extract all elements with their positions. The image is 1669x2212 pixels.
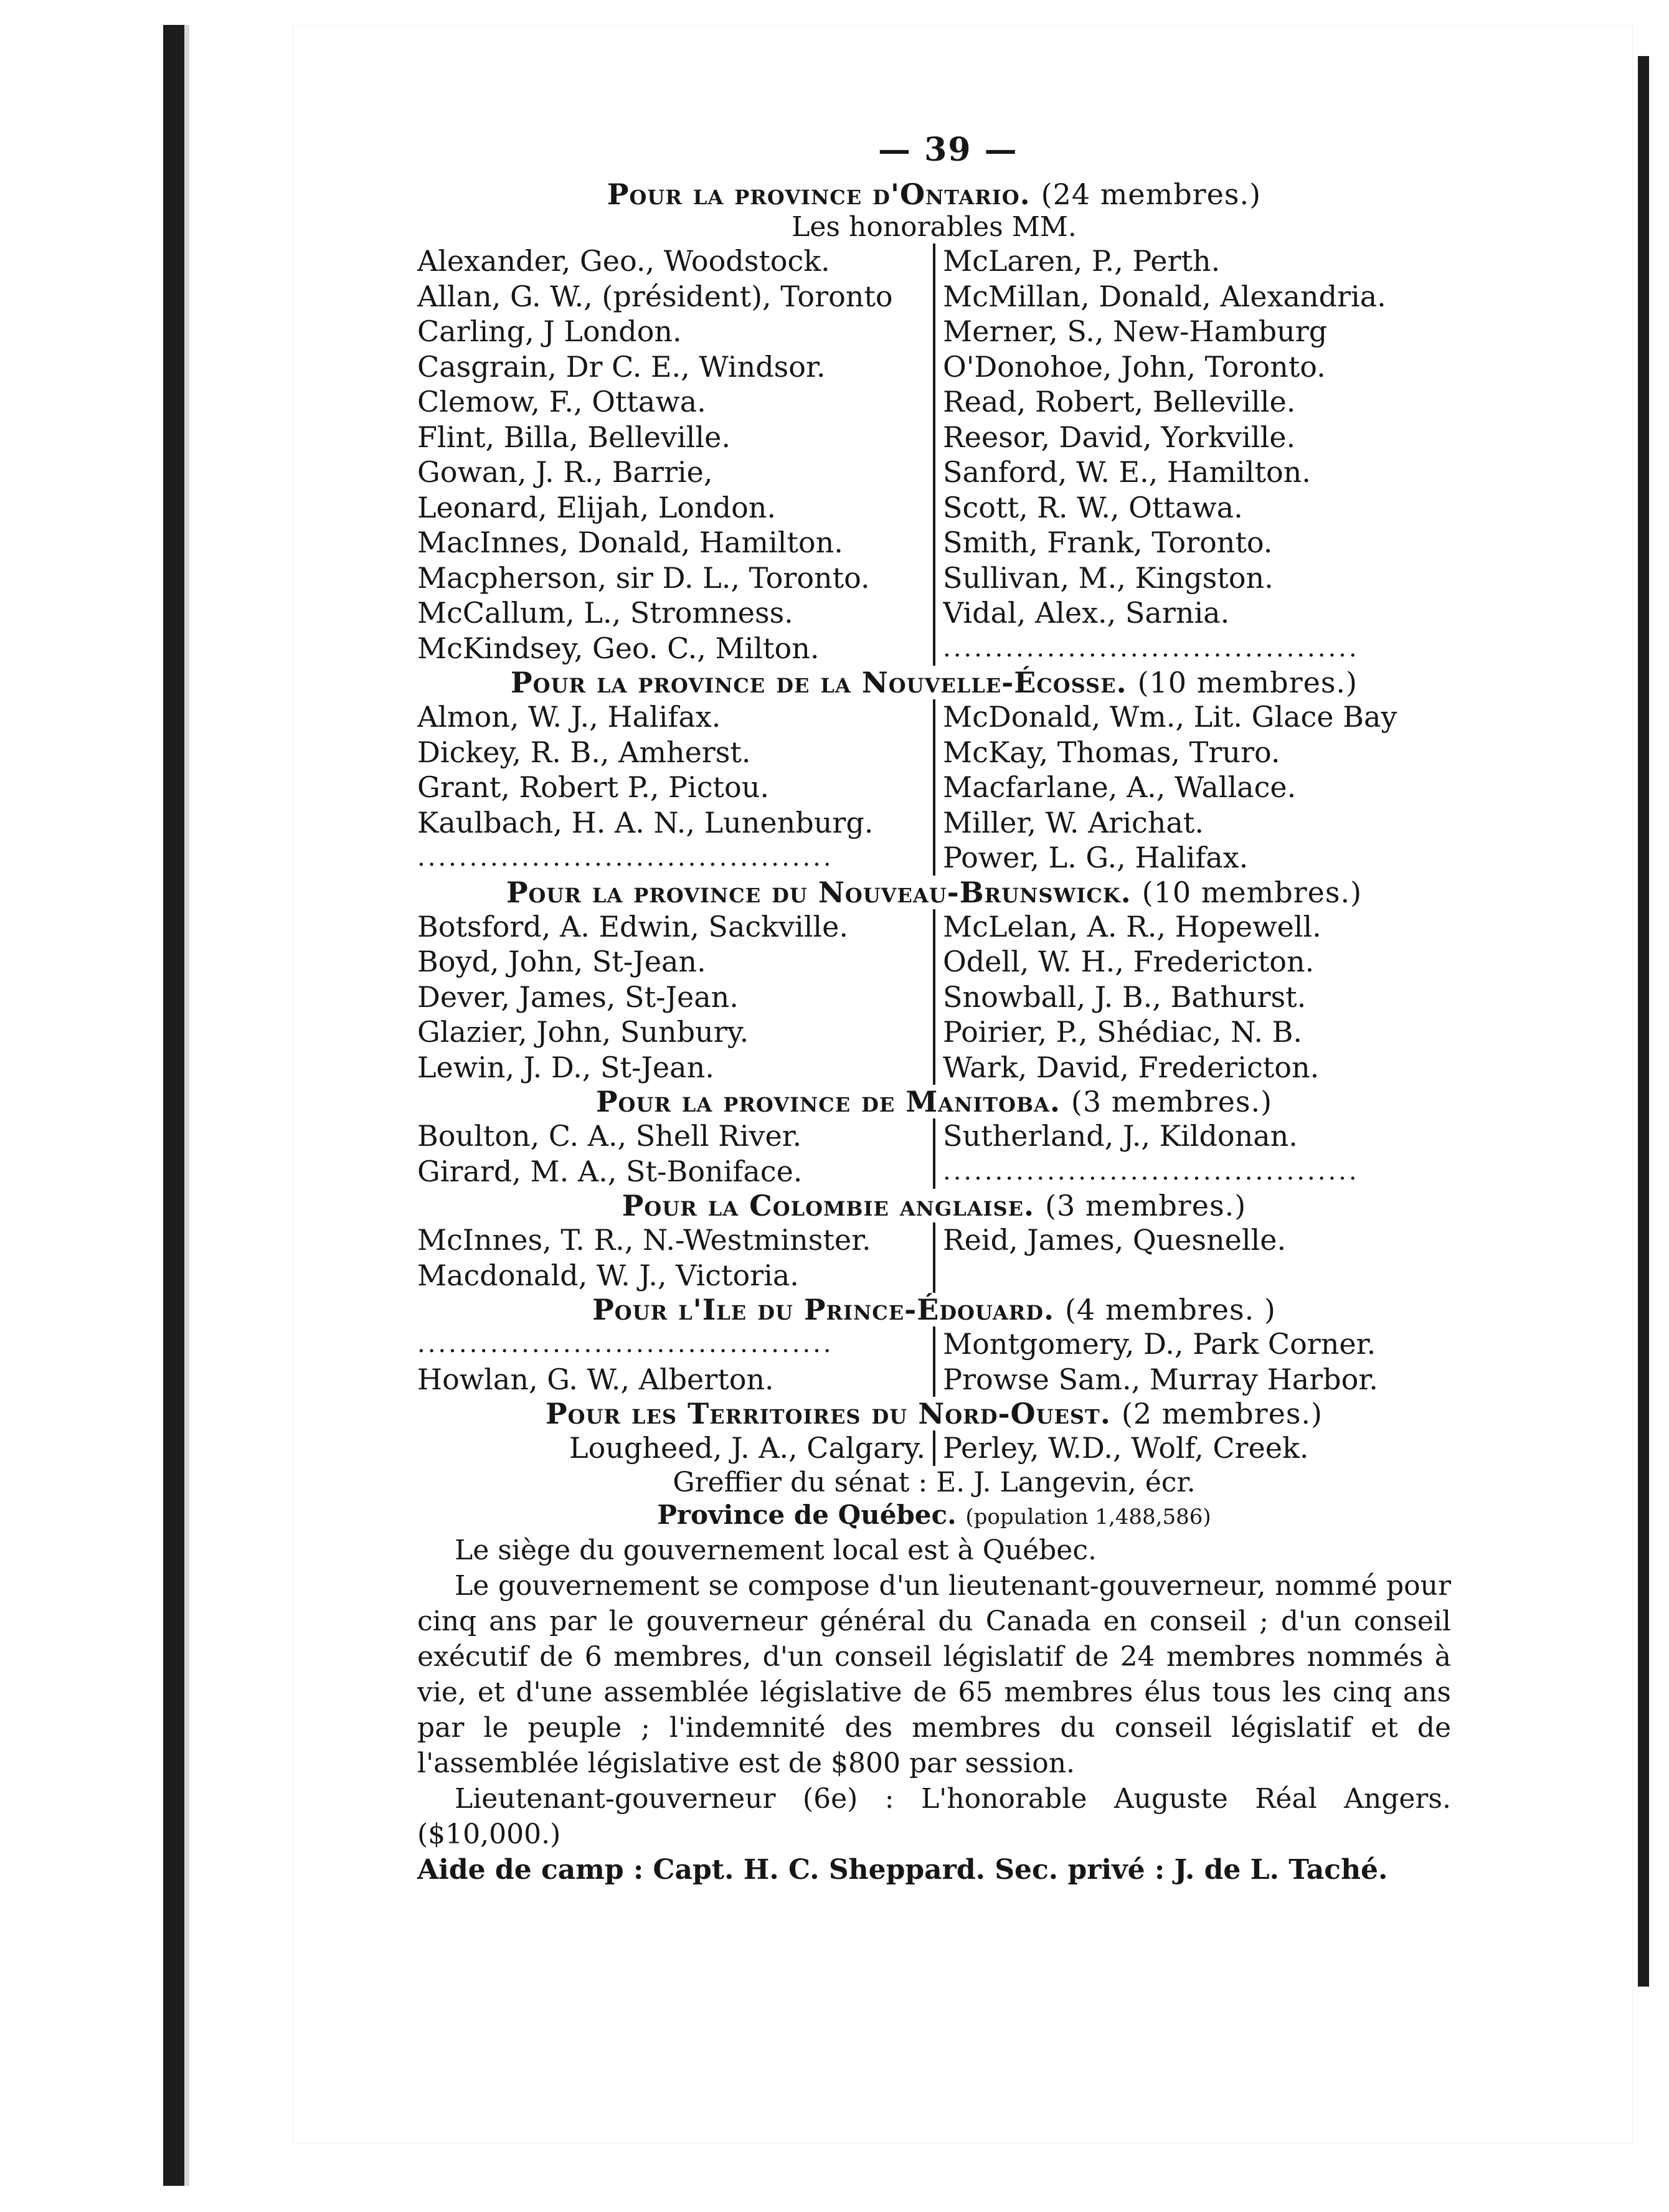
- member-count: (2 membres.): [1121, 1397, 1323, 1430]
- quebec-government-paragraph: Le gouvernement se compose d'un lieutenant-gouverneur, nommé pour cinq ans par le gouverneur général du Canada en conseil ; d'un conseil exécutif de 6 membres, d'un conseil législatif de 24 membres nommés à vie, et d'une assemblée législative de 65 membres élus tous les cinq ans par le peuple ; l'indemnité des membres du conseil législatif et de l'assemblée législative est de $800 par session.: [417, 1569, 1451, 1779]
- greffier-line: Greffier du sénat : E. J. Langevin, écr.: [673, 1466, 1196, 1498]
- senator-entry: Clemow, F., Ottawa.: [417, 385, 706, 418]
- senator-entry: Kaulbach, H. A. N., Lunenburg.: [417, 805, 874, 839]
- heading-text: Pour les Territoires du Nord-Ouest.: [545, 1397, 1111, 1430]
- senator-entry: Casgrain, Dr C. E., Windsor.: [417, 349, 826, 384]
- senator-entry: Read, Robert, Belleville.: [943, 385, 1296, 418]
- heading-text: Pour la province du Nouveau-Brunswick.: [506, 875, 1132, 909]
- section-heading-ontario: [417, 177, 1451, 211]
- section-heading-nouveau-brunswick: [417, 876, 1451, 909]
- left-column: [417, 1222, 933, 1293]
- senator-entry: Sullivan, M., Kingston.: [943, 560, 1274, 595]
- right-column: [933, 699, 1451, 876]
- senator-entry: Boyd, John, St-Jean.: [417, 945, 706, 978]
- senator-entry: Reid, James, Quesnelle.: [943, 1223, 1287, 1257]
- right-column: [933, 909, 1451, 1085]
- right-column: [933, 1326, 1451, 1397]
- senator-entry: Prowse Sam., Murray Harbor.: [943, 1362, 1378, 1396]
- senator-entry: Almon, W. J., Halifax.: [417, 700, 721, 734]
- heading-text: Pour la Colombie anglaise.: [622, 1189, 1035, 1222]
- senator-entry: McLelan, A. R., Hopewell.: [943, 909, 1321, 943]
- vacancy-dots: ........................................: [417, 843, 834, 872]
- quebec-lieutenant-paragraph: Lieutenant-gouverneur (6e) : L'honorable Auguste Réal Angers. ($10,000.): [417, 1782, 1451, 1850]
- senator-entry: Perley, W.D., Wolf, Creek.: [943, 1431, 1309, 1465]
- senator-entry: Macfarlane, A., Wallace.: [943, 770, 1297, 804]
- senator-columns-ile-prince-edouard: [417, 1326, 1451, 1397]
- heading-text: Pour la province d'Ontario.: [607, 177, 1031, 211]
- senator-columns-territoires: [417, 1430, 1451, 1466]
- quebec-seat-paragraph: Le siège du gouvernement local est à Québec.: [455, 1534, 1097, 1566]
- senator-entry: Snowball, J. B., Bathurst.: [943, 980, 1307, 1014]
- left-column: [417, 909, 933, 1085]
- member-count: (3 membres.): [1071, 1085, 1273, 1118]
- heading-text: Pour la province de la Nouvelle-Écosse.: [511, 666, 1127, 699]
- senator-entry: Flint, Billa, Belleville.: [417, 420, 730, 454]
- left-column: [417, 1430, 933, 1466]
- heading-text: Pour l'Ile du Prince-Édouard.: [592, 1293, 1055, 1326]
- senator-entry: Odell, W. H., Fredericton.: [943, 945, 1315, 978]
- section-heading-territoires: [417, 1397, 1451, 1430]
- senator-columns-colombie: [417, 1222, 1451, 1293]
- right-column: [933, 1430, 1451, 1466]
- quebec-title: [417, 1500, 1451, 1533]
- left-column: [417, 699, 933, 876]
- senator-entry: Lougheed, J. A., Calgary.: [569, 1431, 925, 1465]
- senator-entry: Botsford, A. Edwin, Sackville.: [417, 909, 848, 943]
- senator-entry: Macdonald, W. J., Victoria.: [417, 1258, 799, 1292]
- vacancy-dots: ........................................: [943, 633, 1359, 663]
- senator-entry: Miller, W. Arichat.: [943, 805, 1204, 839]
- senator-entry: McKay, Thomas, Truro.: [943, 735, 1280, 769]
- senator-entry: Carling, J London.: [417, 314, 682, 348]
- honorables-subheading: Les honorables MM.: [792, 211, 1077, 243]
- left-column: [417, 1326, 933, 1397]
- senator-entry: O'Donohoe, John, Toronto.: [943, 349, 1326, 384]
- member-count: (4 membres. ): [1065, 1293, 1276, 1326]
- senator-entry: Reesor, David, Yorkville.: [943, 420, 1296, 454]
- senator-entry: Alexander, Geo., Woodstock.: [417, 244, 830, 278]
- section-heading-colombie: [417, 1189, 1451, 1222]
- senator-entry: Sutherland, J., Kildonan.: [943, 1119, 1298, 1153]
- aide-de-camp-line: Aide de camp : Capt. H. C. Sheppard. Sec. privé : J. de L. Taché.: [417, 1853, 1388, 1886]
- senator-entry: Girard, M. A., St-Boniface.: [417, 1154, 803, 1188]
- senator-entry: Allan, G. W., (président), Toronto: [417, 279, 893, 313]
- left-column: [417, 243, 933, 666]
- left-column: [417, 1118, 933, 1189]
- senator-entry: Vidal, Alex., Sarnia.: [943, 596, 1230, 630]
- senator-entry: Leonard, Elijah, London.: [417, 490, 777, 524]
- senator-entry: McDonald, Wm., Lit. Glace Bay: [943, 700, 1397, 734]
- senator-columns-nouvelle-ecosse: [417, 699, 1451, 876]
- member-count: (3 membres.): [1045, 1189, 1247, 1222]
- senator-entry: Lewin, J. D., St-Jean.: [417, 1050, 714, 1084]
- senator-entry: MacInnes, Donald, Hamilton.: [417, 526, 843, 559]
- senator-entry: Gowan, J. R., Barrie,: [417, 455, 713, 489]
- vacancy-dots: ........................................: [417, 1330, 834, 1358]
- senator-columns-ontario: [417, 243, 1451, 666]
- page-content: [417, 177, 1451, 1888]
- senator-entry: Scott, R. W., Ottawa.: [943, 490, 1243, 524]
- senator-entry: McKindsey, Geo. C., Milton.: [417, 631, 820, 665]
- senator-columns-manitoba: [417, 1118, 1451, 1189]
- senator-entry: Sanford, W. E., Hamilton.: [943, 455, 1311, 489]
- right-column: [933, 243, 1451, 666]
- member-count: (24 membres.): [1041, 177, 1262, 211]
- senator-entry: Dever, James, St-Jean.: [417, 980, 739, 1014]
- right-column: [933, 1222, 1451, 1293]
- senator-entry: Poirier, P., Shédiac, N. B.: [943, 1015, 1303, 1049]
- page-number: — 39 —: [878, 131, 1018, 169]
- senator-entry: McMillan, Donald, Alexandria.: [943, 279, 1386, 313]
- senator-entry: Merner, S., New-Hamburg: [943, 314, 1328, 348]
- senator-entry: Grant, Robert P., Pictou.: [417, 770, 769, 804]
- senator-columns-nouveau-brunswick: [417, 909, 1451, 1085]
- vacancy-dots: ........................................: [943, 1156, 1359, 1186]
- member-count: (10 membres.): [1137, 666, 1358, 699]
- senator-entry: Glazier, John, Sunbury.: [417, 1015, 749, 1049]
- member-count: (10 membres.): [1142, 875, 1363, 909]
- senator-entry: Dickey, R. B., Amherst.: [417, 735, 751, 769]
- quebec-title-text: Province de Québec.: [657, 1499, 957, 1530]
- senator-entry: [943, 1258, 1451, 1293]
- page-edge: [184, 25, 189, 2186]
- quebec-population: (population 1,488,586): [965, 1504, 1211, 1529]
- senator-entry: Howlan, G. W., Alberton.: [417, 1362, 774, 1396]
- senator-entry: McInnes, T. R., N.-Westminster.: [417, 1223, 871, 1257]
- senator-entry: Smith, Frank, Toronto.: [943, 526, 1273, 559]
- section-heading-nouvelle-ecosse: [417, 666, 1451, 699]
- right-column: [933, 1118, 1451, 1189]
- senator-entry: McCallum, L., Stromness.: [417, 596, 793, 630]
- senator-entry: McLaren, P., Perth.: [943, 244, 1221, 278]
- senator-entry: Wark, David, Fredericton.: [943, 1050, 1320, 1084]
- page-edge-right: [1638, 56, 1649, 1987]
- senator-entry: Power, L. G., Halifax.: [943, 841, 1249, 874]
- section-heading-ile-prince-edouard: [417, 1293, 1451, 1326]
- senator-entry: Macpherson, sir D. L., Toronto.: [417, 560, 870, 595]
- heading-text: Pour la province de Manitoba.: [595, 1085, 1061, 1118]
- section-heading-manitoba: [417, 1085, 1451, 1118]
- senator-entry: Boulton, C. A., Shell River.: [417, 1119, 802, 1153]
- book-spine: [163, 25, 184, 2186]
- senator-entry: Montgomery, D., Park Corner.: [943, 1327, 1376, 1361]
